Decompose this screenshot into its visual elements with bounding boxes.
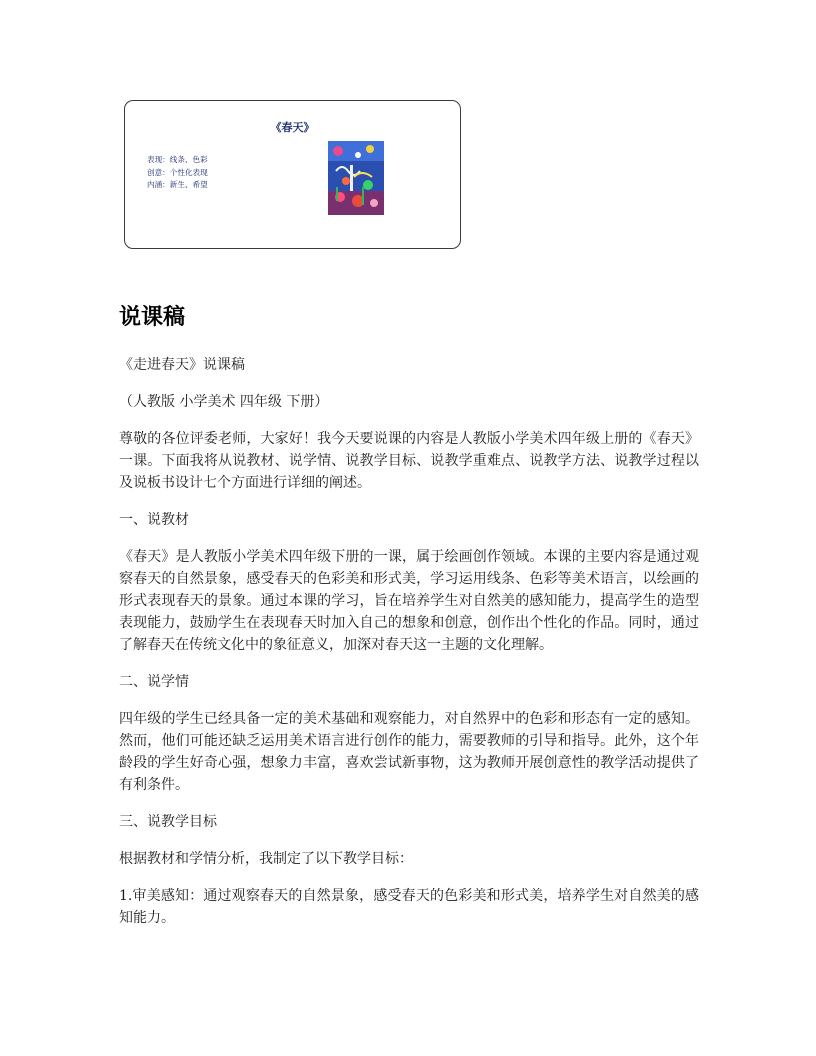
section-heading-students: 二、说学情 bbox=[119, 674, 189, 690]
document-heading: 说课稿 bbox=[119, 305, 186, 330]
textbook-paragraph: 《春天》是人教版小学美术四年级下册的一课，属于绘画创作领域。本课的主要内容是通过观察春天的自然景象，感受春天的色彩美和形式美，学习运用线条、色彩等美术语言，以绘画的形式表现春天的景象。通过本课的学习，旨在培养学生对自然美的感知能力，提高学生的造型表现能力，鼓励学生在表现春天时加入自己的想象和创意，创作出个性化的作品。同时，通过了解春天在传统文化中的象征意义，加深对春天这一主题的文化理解。 bbox=[119, 549, 699, 653]
students-paragraph: 四年级的学生已经具备一定的美术基础和观察能力，对自然界中的色彩和形态有一定的感知。然而，他们可能还缺乏运用美术语言进行创作的能力，需要教师的引导和指导。此外，这个年龄段的学生好奇心强，想象力丰富，喜欢尝试新事物，这为教师开展创意性的教学活动提供了有利条件。 bbox=[119, 711, 699, 793]
lesson-title: 《走进春天》说课稿 bbox=[119, 357, 245, 373]
slide-title: 《春天》 bbox=[270, 121, 315, 134]
spring-painting-image bbox=[328, 141, 384, 215]
section-heading-objectives: 三、说教学目标 bbox=[119, 814, 217, 830]
document-body bbox=[119, 300, 699, 944]
objective-item-1: 1.审美感知：通过观察春天的自然景象，感受春天的色彩美和形式美，培养学生对自然美的感知能力。 bbox=[119, 888, 699, 926]
intro-paragraph: 尊敬的各位评委老师，大家好！我今天要说课的内容是人教版小学美术四年级上册的《春天》一课。下面我将从说教材、说学情、说教学目标、说教学重难点、说教学方法、说教学过程以及说板书设计七个方面进行详细的阐述。 bbox=[119, 431, 699, 491]
slide-point-expression: 表现：线条、色彩 bbox=[147, 155, 208, 164]
slide-point-meaning: 内涵：新生、希望 bbox=[147, 180, 208, 189]
slide-point-creativity: 创意：个性化表现 bbox=[147, 167, 208, 177]
lesson-edition: （人教版 小学美术 四年级 下册） bbox=[119, 394, 329, 410]
slide-points bbox=[147, 154, 208, 192]
slide-thumbnail bbox=[124, 100, 461, 249]
objectives-intro: 根据教材和学情分析，我制定了以下教学目标： bbox=[119, 851, 413, 867]
section-heading-textbook: 一、说教材 bbox=[119, 512, 189, 528]
